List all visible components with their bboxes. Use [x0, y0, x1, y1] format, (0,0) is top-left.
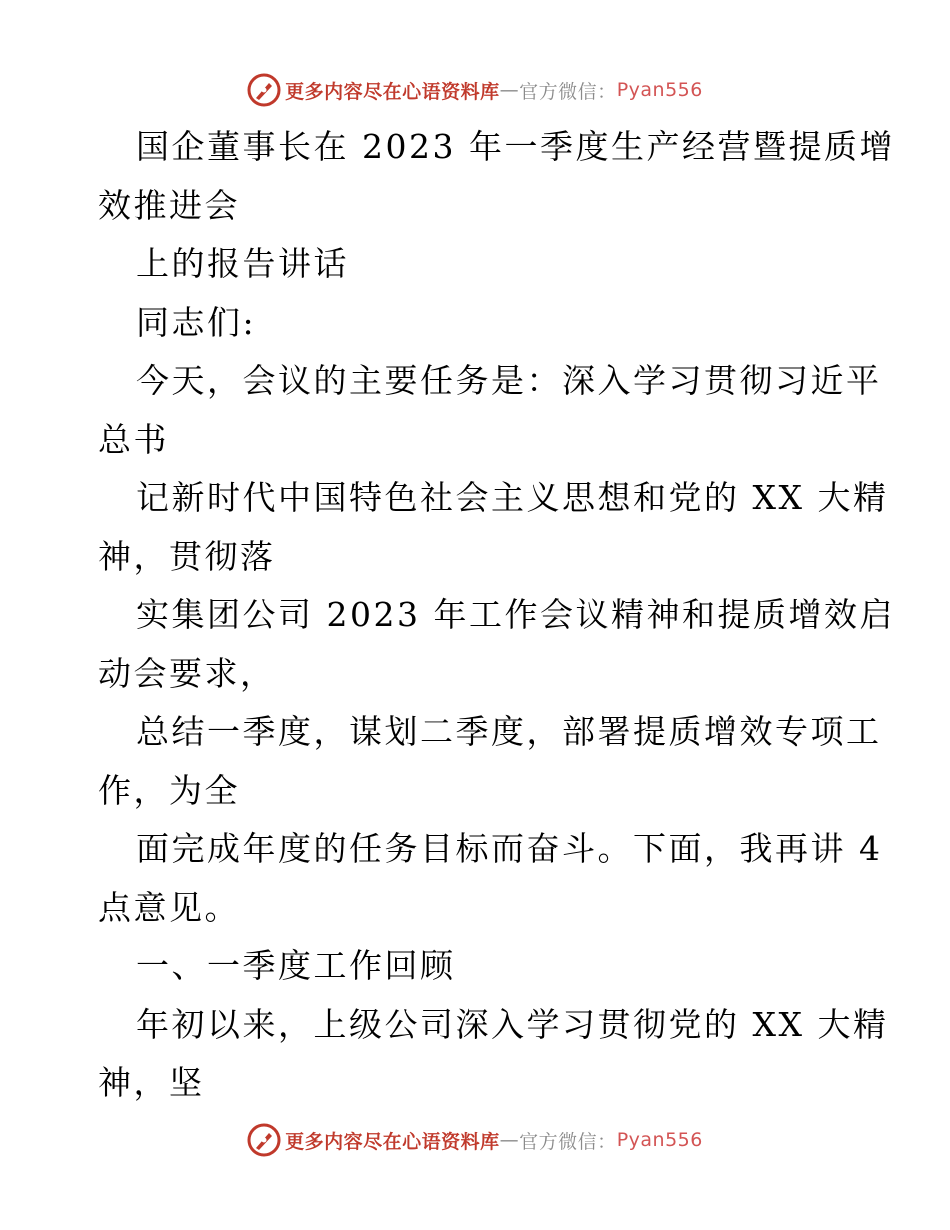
footer-watermark: [0, 1120, 950, 1160]
text-line: 效推进会: [98, 185, 240, 225]
watermark-contact-id: Pyan556: [616, 79, 703, 101]
text-line: 上的报告讲话: [136, 244, 349, 283]
section-heading: 一、一季度工作回顾: [136, 946, 456, 985]
text-line: 总结一季度，谋划二季度，部署提质增效专项工: [136, 712, 882, 751]
pen-nib-logo-icon: [247, 1123, 281, 1157]
text-line: 点意见。: [98, 887, 240, 927]
text-line: 总书: [98, 419, 169, 459]
text-line: 年初以来，上级公司深入学习贯彻党的 XX 大精: [136, 1004, 889, 1044]
header-watermark: [0, 70, 950, 110]
text-line: 今天，会议的主要任务是：深入学习贯彻习近平: [136, 361, 882, 400]
watermark-contact-id: Pyan556: [616, 1129, 703, 1151]
watermark-brand: 更多内容尽在心语资料库: [285, 80, 500, 103]
text-line: 动会要求，: [98, 653, 276, 693]
watermark-dash: —: [499, 79, 520, 101]
text-line: 同志们:: [136, 302, 257, 342]
text-line: 实集团公司 2023 年工作会议精神和提质增效启: [136, 595, 895, 634]
watermark-brand: 更多内容尽在心语资料库: [285, 1130, 500, 1153]
pen-nib-logo-icon: [247, 73, 281, 107]
text-line: 记新时代中国特色社会主义思想和党的 XX 大精: [136, 478, 889, 517]
watermark-contact-label: 官方微信：: [519, 80, 617, 103]
watermark-contact-label: 官方微信：: [519, 1130, 617, 1153]
text-line: 面完成年度的任务目标而奋斗。下面，我再讲 4: [136, 829, 883, 868]
text-line: 神，坚: [98, 1063, 205, 1102]
text-line: 国企董事长在 2023 年一季度生产经营暨提质增: [136, 127, 895, 166]
document-body: [98, 118, 895, 1113]
text-line: 作，为全: [98, 770, 240, 810]
text-line: 神，贯彻落: [98, 536, 276, 576]
watermark-dash: —: [499, 1129, 520, 1151]
